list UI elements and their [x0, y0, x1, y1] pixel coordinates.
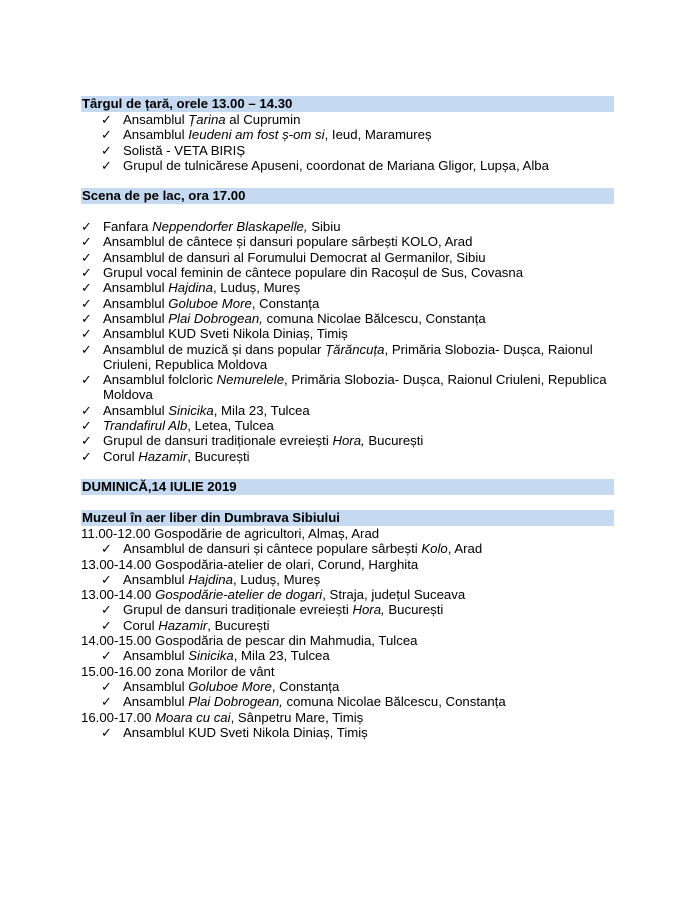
text-run: Sibiu: [307, 219, 341, 235]
schedule-time-row: [81, 664, 614, 679]
list-item: [81, 250, 614, 265]
list-scena: [81, 219, 614, 464]
list-item: [81, 433, 614, 448]
text-run: Nemurelele: [216, 372, 285, 388]
text-run: Hazamir: [158, 617, 208, 633]
check-mark-icon: ✓: [81, 219, 93, 235]
text-run: Hajdina: [188, 571, 233, 587]
list-item: [101, 679, 614, 694]
list-item: [81, 296, 614, 311]
text-run: Fanfara: [103, 219, 153, 235]
spacer: [81, 204, 614, 219]
text-run: 15.00-16.00 zona Morilor de vânt: [81, 663, 275, 679]
check-mark-icon: ✓: [101, 617, 113, 633]
text-run: Ieudeni am fost ș-om si: [188, 127, 325, 143]
check-mark-icon: ✓: [101, 541, 113, 557]
text-run: , Arad: [447, 541, 483, 557]
text-run: Corul: [123, 617, 159, 633]
check-mark-icon: ✓: [101, 678, 113, 694]
text-run: Corul: [103, 448, 139, 464]
check-mark-icon: ✓: [101, 157, 113, 173]
check-mark-icon: ✓: [81, 326, 93, 342]
list-item: [81, 326, 614, 341]
list-item: [101, 112, 614, 127]
list-item: [81, 342, 614, 373]
text-run: , Primăria Slobozia- Dușca, Raionul Criuleni, Republica Moldova: [103, 341, 593, 372]
text-run: , Mila 23, Tulcea: [233, 648, 330, 664]
text-run: Gospodărie-atelier de dogari: [155, 587, 323, 603]
text-run: Ansamblul: [123, 571, 189, 587]
text-run: , Straja, județul Suceava: [322, 587, 466, 603]
schedule-time-row: [81, 526, 614, 541]
list-item: [101, 694, 614, 709]
text-run: Ansamblul: [123, 678, 189, 694]
list-item: [101, 618, 614, 633]
check-mark-icon: ✓: [81, 418, 93, 434]
text-run: Grupul de dansuri tradiționale evreiești: [123, 602, 353, 618]
text-run: Plai Dobrogean,: [168, 310, 263, 326]
spacer: [81, 495, 614, 510]
check-mark-icon: ✓: [81, 265, 93, 281]
list-item: [101, 541, 614, 556]
text-run: Ansamblul: [123, 648, 189, 664]
check-mark-icon: ✓: [101, 127, 113, 143]
text-run: 14.00-15.00 Gospodăria de pescar din Mahmudia, Tulcea: [81, 633, 418, 649]
check-mark-icon: ✓: [101, 648, 113, 664]
text-run: Ansamblul folcloric: [103, 372, 217, 388]
text-run: Ansamblul de cântece și dansuri populare sârbești KOLO, Arad: [103, 234, 473, 250]
list-item: [81, 219, 614, 234]
list-item: [81, 265, 614, 280]
text-run: Ansamblul de muzică și dans popular: [103, 341, 326, 357]
check-mark-icon: ✓: [101, 112, 113, 127]
check-mark-icon: ✓: [81, 280, 93, 296]
list-item: [81, 403, 614, 418]
spacer: [81, 464, 614, 479]
text-run: Ansamblul: [123, 127, 189, 143]
check-mark-icon: ✓: [81, 372, 93, 388]
text-run: 16.00-17.00: [81, 709, 156, 725]
text-run: București: [384, 602, 444, 618]
list-item: [101, 648, 614, 663]
text-run: , Luduș, Mureș: [232, 571, 321, 587]
section-header-muzeu: Muzeul în aer liber din Dumbrava Sibiului: [81, 510, 614, 526]
text-run: Țarina: [188, 112, 226, 127]
list-item: [81, 311, 614, 326]
schedule-time-row: [81, 557, 614, 572]
document-content: [81, 96, 614, 740]
section-header-targ: Târgul de țară, orele 13.00 – 14.30: [81, 96, 614, 112]
list-item: [101, 572, 614, 587]
text-run: al Cuprumin: [225, 112, 301, 127]
check-mark-icon: ✓: [101, 142, 113, 158]
check-mark-icon: ✓: [101, 602, 113, 618]
text-run: , Constanța: [251, 295, 320, 311]
check-mark-icon: ✓: [81, 448, 93, 464]
text-run: , Mila 23, Tulcea: [213, 402, 310, 418]
text-run: Goluboe More: [168, 295, 252, 311]
check-mark-icon: ✓: [81, 310, 93, 326]
text-run: 13.00-14.00: [81, 587, 156, 603]
check-mark-icon: ✓: [81, 341, 93, 357]
list-item: [81, 449, 614, 464]
text-run: Ansamblul KUD Sveti Nikola Diniaș, Timiș: [123, 724, 368, 740]
list-item: [81, 234, 614, 249]
check-mark-icon: ✓: [101, 571, 113, 587]
text-run: Țărăncuța: [325, 341, 385, 357]
text-run: Grupul de dansuri tradiționale evreiești: [103, 433, 333, 449]
schedule-time-row: [81, 633, 614, 648]
text-run: comuna Nicolae Bălcescu, Constanța: [262, 310, 486, 326]
check-mark-icon: ✓: [101, 724, 113, 740]
text-run: București: [364, 433, 424, 449]
text-run: Grupul de tulnicărese Apuseni, coordonat de Mariana Gligor, Lupșa, Alba: [123, 157, 549, 173]
text-run: , Luduș, Mureș: [212, 280, 301, 296]
text-run: , București: [187, 448, 250, 464]
text-run: Sinicika: [188, 648, 234, 664]
text-run: Grupul vocal feminin de cântece populare din Racoșul de Sus, Covasna: [103, 265, 524, 281]
text-run: Ansamblul: [103, 402, 169, 418]
text-run: Kolo: [421, 541, 448, 557]
list-item: [101, 158, 614, 173]
check-mark-icon: ✓: [81, 402, 93, 418]
text-run: Neppendorfer Blaskapelle,: [152, 219, 308, 235]
text-run: , Letea, Tulcea: [187, 418, 274, 434]
text-run: Sinicika: [168, 402, 214, 418]
text-run: Solistă - VETA BIRIȘ: [123, 142, 246, 158]
text-run: comuna Nicolae Bălcescu, Constanța: [282, 694, 506, 710]
check-mark-icon: ✓: [81, 249, 93, 265]
text-run: Ansamblul de dansuri și cântece populare sârbești: [123, 541, 422, 557]
text-run: Goluboe More: [188, 678, 272, 694]
text-run: , Primăria Slobozia- Dușca, Raionul Criuleni, Republica Moldova: [103, 372, 607, 403]
text-run: Ansamblul de dansuri al Forumului Democrat al Germanilor, Sibiu: [103, 249, 486, 265]
text-run: Ansamblul: [103, 280, 169, 296]
text-run: , Sânpetru Mare, Timiș: [230, 709, 364, 725]
list-item: [81, 372, 614, 403]
check-mark-icon: ✓: [81, 295, 93, 311]
text-run: Hora,: [352, 602, 385, 618]
check-mark-icon: ✓: [81, 234, 93, 250]
list-targ: [81, 112, 614, 173]
schedule-time-row: [81, 587, 614, 602]
list-item: [101, 602, 614, 617]
list-item: [101, 127, 614, 142]
day-header: DUMINICĂ,14 IULIE 2019: [81, 479, 614, 495]
check-mark-icon: ✓: [81, 433, 93, 449]
spacer: [81, 173, 614, 188]
text-run: Ansamblul: [123, 694, 189, 710]
check-mark-icon: ✓: [101, 694, 113, 710]
text-run: , București: [207, 617, 270, 633]
text-run: Ansamblul KUD Sveti Nikola Diniaș, Timiș: [103, 326, 348, 342]
text-run: 11.00-12.00 Gospodărie de agricultori, Almaș, Arad: [81, 525, 380, 541]
text-run: Hajdina: [168, 280, 213, 296]
text-run: Ansamblul: [103, 310, 169, 326]
list-item: [81, 418, 614, 433]
schedule-time-row: [81, 710, 614, 725]
section-header-scena: Scena de pe lac, ora 17.00: [81, 188, 614, 204]
text-run: Trandafirul Alb: [103, 418, 188, 434]
list-item: [81, 280, 614, 295]
list-item: [101, 143, 614, 158]
text-run: Ansamblul: [103, 295, 169, 311]
text-run: , Constanța: [271, 678, 340, 694]
list-item: [101, 725, 614, 740]
text-run: 13.00-14.00 Gospodăria-atelier de olari, Corund, Harghita: [81, 556, 419, 572]
list-muzeu: [81, 526, 614, 740]
text-run: , Ieud, Maramureș: [324, 127, 432, 143]
text-run: Ansamblul: [123, 112, 189, 127]
text-run: Moara cu cai: [155, 709, 231, 725]
text-run: Hazamir: [138, 448, 188, 464]
text-run: Hora,: [332, 433, 365, 449]
text-run: Plai Dobrogean,: [188, 694, 283, 710]
